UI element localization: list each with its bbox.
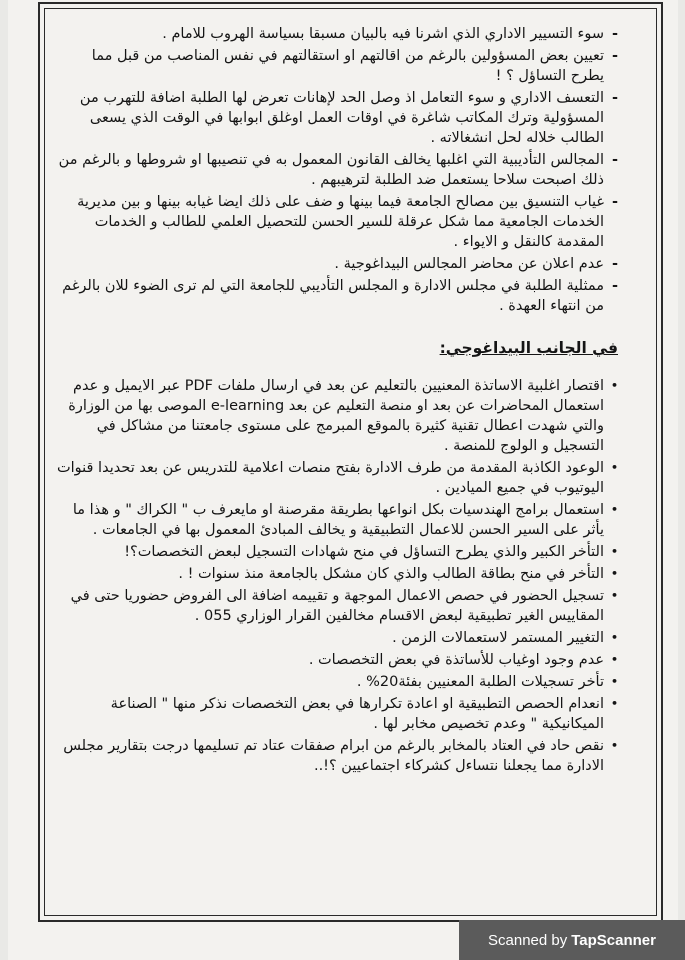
- watermark-prefix: Scanned by: [488, 931, 568, 949]
- list-item: • تسجيل الحضور في حصص الاعمال الموجهة و تقييمه اضافة الى الفروض حضوريا حتى في المقاييس الغير تطبيقية لبعض الاقسام مخالفين القرار الوزاري 055 .: [54, 586, 618, 626]
- pedagogical-section-heading: في الجانب البيداغوجي:: [439, 339, 618, 357]
- list-item: - سوء التسيير الاداري الذي اشرنا فيه بالبيان مسبقا بسياسة الهروب للامام .: [54, 24, 618, 44]
- list-item: • انعدام الحصص التطبيقية او اعادة تكرارها في بعض التخصصات نذكر منها " الصناعة الميكانيكية " وعدم تخصيص مخابر لها .: [54, 694, 618, 734]
- list-item: - المجالس التأديبية التي اغلبها يخالف القانون المعمول به في تنصيبها او شروطها و بالرغم من ذلك اصبحت سلاحا يستعمل ضد الطلبة لترهيبهم .: [54, 150, 618, 190]
- pedagogical-issues-list: [54, 376, 618, 776]
- list-item: - تعيين بعض المسؤولين بالرغم من اقالتهم او استقالتهم في نفس المناصب من قبل مما يطرح التساؤل ؟ !: [54, 46, 618, 86]
- list-item: - التعسف الاداري و سوء التعامل اذ وصل الحد لإهانات تعرض لها الطلبة اضافة للتهرب من المسؤولية وترك المكاتب شاغرة في اوقات العمل اوغلق ابوابها في الوقت الذي يسعى الطالب خلاله لحل انشغالاته .: [54, 88, 618, 148]
- scanned-page: [8, 0, 678, 960]
- list-item: - ممثلية الطلبة في مجلس الادارة و المجلس التأديبي للجامعة التي لم ترى الضوء للان بالرغم من انتهاء العهدة .: [54, 276, 618, 316]
- list-item: • اقتصار اغلبية الاساتذة المعنيين بالتعليم عن بعد في ارسال ملفات PDF عبر الايميل و عدم استعمال المحاضرات عن بعد او منصة التعليم عن بعد e-learning الموصى بها من الوزارة والتي شهدت اعطال تقنية كثيرة بالموقع المبرمج على مستوى جامعتنا من مشاكل في التسجيل و الولوج للمنصة .: [54, 376, 618, 456]
- scanner-watermark: [459, 920, 685, 960]
- list-item: • تأخر تسجيلات الطلبة المعنيين بفئة20% .: [54, 672, 618, 692]
- list-item: • التأخر في منح بطاقة الطالب والذي كان مشكل بالجامعة منذ سنوات ! .: [54, 564, 618, 584]
- list-item: • الوعود الكاذبة المقدمة من طرف الادارة بفتح منصات اعلامية للتدريس عن بعد تحديدا قنوات اليوتيوب في جميع الميادين .: [54, 458, 618, 498]
- document-body: [54, 24, 618, 778]
- list-item: • عدم وجود اوغياب للأساتذة في بعض التخصصات .: [54, 650, 618, 670]
- list-item: - عدم اعلان عن محاضر المجالس البيداغوجية .: [54, 254, 618, 274]
- list-item: • التغيير المستمر لاستعمالات الزمن .: [54, 628, 618, 648]
- list-item: - غياب التنسيق بين مصالح الجامعة فيما بينها و ضف على ذلك ايضا غيابه بينها و بين مديرية الخدمات الجامعية مما شكل عرقلة للسير الحسن للتحصيل العلمي للطالب و الخدمات المقدمة كالنقل و الايواء .: [54, 192, 618, 252]
- list-item: • نقص حاد في العتاد بالمخابر بالرغم من ابرام صفقات عتاد تم تسليمها درجت بتقارير مجلس الادارة مما يجعلنا نتساءل كشركاء اجتماعيين ؟!..: [54, 736, 618, 776]
- watermark-brand: TapScanner: [571, 931, 656, 949]
- list-item: • التأخر الكبير والذي يطرح التساؤل في منح شهادات التسجيل لبعض التخصصات؟!: [54, 542, 618, 562]
- list-item: • استعمال برامج الهندسيات بكل انواعها بطريقة مقرصنة او مايعرف ب " الكراك " و هذا ما يأثر على السير الحسن للاعمال التطبيقية و يخالف المبادئ المعمول بها في الجامعات .: [54, 500, 618, 540]
- administrative-issues-list: [54, 24, 618, 316]
